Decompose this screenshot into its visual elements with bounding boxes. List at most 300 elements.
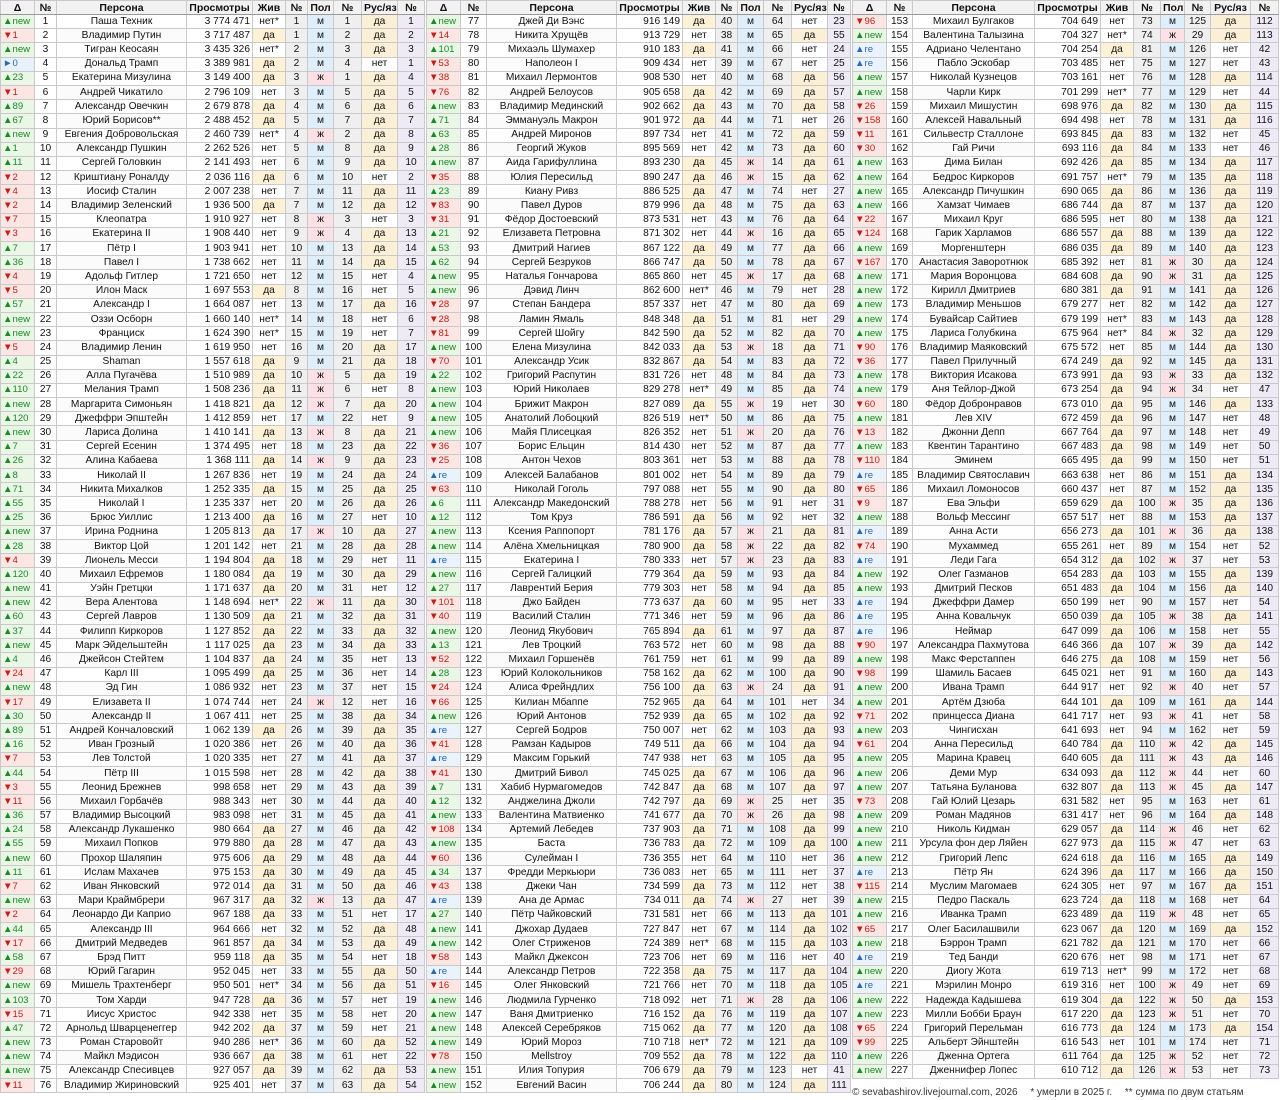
russian-rank: 55 xyxy=(828,29,851,43)
sex-cell: ж xyxy=(1161,525,1185,539)
russian-lang: нет xyxy=(362,951,398,965)
views-count: 644 101 xyxy=(1035,696,1101,710)
table-row xyxy=(427,298,851,312)
russian-lang: да xyxy=(792,752,828,766)
sex-cell: м xyxy=(1161,142,1185,156)
sex-rank: 47 xyxy=(334,837,362,851)
alive-rank: 109 xyxy=(1134,696,1161,710)
alive-rank: 48 xyxy=(716,199,738,213)
rank-cell: 70 xyxy=(35,993,57,1007)
rank-cell: 31 xyxy=(35,440,57,454)
alive-rank: 92 xyxy=(1134,355,1161,369)
russian-lang: нет xyxy=(1211,1036,1251,1050)
sex-rank: 32 xyxy=(334,610,362,624)
sex-rank: 29 xyxy=(334,554,362,568)
sex-rank: 51 xyxy=(1185,1008,1211,1022)
russian-lang: да xyxy=(1211,469,1251,483)
person-name: Антон Чехов xyxy=(487,454,617,468)
sex-rank: 20 xyxy=(334,341,362,355)
russian-lang: да xyxy=(1211,114,1251,128)
table-row xyxy=(1,667,425,681)
header-row xyxy=(1,1,425,15)
alive-status: да xyxy=(683,625,716,639)
person-name: Павел Прилучный xyxy=(913,355,1035,369)
russian-rank: 148 xyxy=(1251,809,1279,823)
person-name: Юрий Гагарин xyxy=(57,965,187,979)
sex-cell: м xyxy=(308,142,334,156)
views-count: 1 074 744 xyxy=(187,696,253,710)
alive-status: нет xyxy=(253,270,286,284)
russian-rank: 145 xyxy=(1251,738,1279,752)
person-name: принцесса Диана xyxy=(913,710,1035,724)
person-name: Алексей Серебряков xyxy=(487,1022,617,1036)
sex-rank: 165 xyxy=(1185,852,1211,866)
russian-rank: 59 xyxy=(1251,724,1279,738)
table-row xyxy=(1,128,425,142)
sex-cell: м xyxy=(738,29,764,43)
sex-rank: 34 xyxy=(334,639,362,653)
sex-cell: м xyxy=(1161,696,1185,710)
column-header-sex-cell: Пол xyxy=(308,1,334,15)
sex-cell: ж xyxy=(738,539,764,553)
views-count: 1 252 335 xyxy=(187,483,253,497)
alive-rank: 58 xyxy=(716,539,738,553)
table-row xyxy=(427,483,851,497)
delta-cell: ▲new xyxy=(427,525,461,539)
delta-cell: ▲new xyxy=(853,1064,887,1078)
alive-status: да xyxy=(253,625,286,639)
sex-cell: м xyxy=(308,29,334,43)
sex-rank: 1 xyxy=(334,71,362,85)
views-count: 1 619 950 xyxy=(187,341,253,355)
table-row xyxy=(1,298,425,312)
sex-rank: 14 xyxy=(764,156,792,170)
table-row xyxy=(853,440,1279,454)
views-count: 1 086 932 xyxy=(187,681,253,695)
alive-status: да xyxy=(1101,752,1134,766)
person-name: Чингисхан xyxy=(913,724,1035,738)
rank-cell: 216 xyxy=(887,908,913,922)
rank-cell: 122 xyxy=(461,653,487,667)
table-row xyxy=(1,15,425,29)
alive-rank: 52 xyxy=(716,440,738,454)
russian-rank: 2 xyxy=(398,171,425,185)
table-row xyxy=(1,43,425,57)
sex-rank: 4 xyxy=(334,227,362,241)
table-row xyxy=(853,483,1279,497)
delta-cell: ▲new xyxy=(427,710,461,724)
alive-status: да xyxy=(253,71,286,85)
sex-rank: 130 xyxy=(1185,100,1211,114)
sex-rank: 55 xyxy=(334,965,362,979)
russian-rank: 131 xyxy=(1251,355,1279,369)
russian-rank: 56 xyxy=(1251,653,1279,667)
delta-cell: ►0 xyxy=(1,57,35,71)
alive-status: нет xyxy=(253,156,286,170)
russian-rank: 15 xyxy=(398,256,425,270)
table-row xyxy=(853,43,1279,57)
views-count: 3 435 326 xyxy=(187,43,253,57)
russian-lang: да xyxy=(362,738,398,752)
footnote-deceased: * умерли в 2025 г. xyxy=(1030,1087,1113,1098)
views-count: 736 083 xyxy=(617,866,683,880)
views-count: 655 261 xyxy=(1035,539,1101,553)
views-count: 706 679 xyxy=(617,1064,683,1078)
table-row xyxy=(853,15,1279,29)
rank-cell: 49 xyxy=(35,696,57,710)
rank-cell: 119 xyxy=(461,610,487,624)
russian-lang: да xyxy=(362,766,398,780)
delta-cell: ▼52 xyxy=(427,653,461,667)
alive-rank: 84 xyxy=(1134,327,1161,341)
delta-cell: ▼43 xyxy=(427,880,461,894)
rank-cell: 142 xyxy=(461,937,487,951)
russian-rank: 85 xyxy=(828,582,851,596)
column-header-person-name: Персона xyxy=(487,1,617,15)
person-name: Наталья Гончарова xyxy=(487,270,617,284)
person-name: Гай Ричи xyxy=(913,142,1035,156)
delta-cell: ▼7 xyxy=(1,752,35,766)
russian-rank: 57 xyxy=(1251,681,1279,695)
delta-cell: ▲new xyxy=(853,993,887,1007)
alive-status: да xyxy=(1101,497,1134,511)
views-count: 646 275 xyxy=(1035,653,1101,667)
sex-rank: 166 xyxy=(1185,866,1211,880)
sex-rank: 119 xyxy=(764,1008,792,1022)
column-header-sex-cell: Пол xyxy=(1161,1,1185,15)
rank-cell: 36 xyxy=(35,511,57,525)
russian-rank: 52 xyxy=(1251,539,1279,553)
views-count: 758 162 xyxy=(617,667,683,681)
alive-rank: 58 xyxy=(716,582,738,596)
table-row xyxy=(1,993,425,1007)
views-count: 909 434 xyxy=(617,57,683,71)
sex-cell: м xyxy=(738,1022,764,1036)
russian-rank: 146 xyxy=(1251,752,1279,766)
sex-rank: 59 xyxy=(334,1022,362,1036)
sex-rank: 38 xyxy=(1185,610,1211,624)
delta-cell: ▲new xyxy=(427,837,461,851)
sex-cell: м xyxy=(308,156,334,170)
sex-rank: 48 xyxy=(1185,908,1211,922)
alive-status: да xyxy=(683,156,716,170)
person-name: Павел I xyxy=(57,256,187,270)
person-name: Владимир Святославич xyxy=(913,469,1035,483)
sex-cell: ж xyxy=(1161,1008,1185,1022)
delta-cell: ▲new xyxy=(1,15,35,29)
table-row xyxy=(1,57,425,71)
russian-lang: да xyxy=(362,894,398,908)
person-name: Анатолий Лобоцкий xyxy=(487,412,617,426)
russian-rank: 16 xyxy=(398,696,425,710)
delta-cell: ▼17 xyxy=(1,937,35,951)
sex-rank: 60 xyxy=(334,1036,362,1050)
sex-cell: м xyxy=(308,171,334,185)
russian-lang: нет xyxy=(362,270,398,284)
russian-rank: 64 xyxy=(828,213,851,227)
rank-cell: 98 xyxy=(461,312,487,326)
alive-status: да xyxy=(683,568,716,582)
views-count: 673 254 xyxy=(1035,383,1101,397)
russian-rank: 88 xyxy=(828,639,851,653)
delta-cell: ▼65 xyxy=(853,483,887,497)
russian-lang: да xyxy=(1211,525,1251,539)
alive-rank: 112 xyxy=(1134,766,1161,780)
delta-cell: ▲new xyxy=(853,440,887,454)
person-name: Эммануэль Макрон xyxy=(487,114,617,128)
sex-rank: 7 xyxy=(334,398,362,412)
table-row xyxy=(427,114,851,128)
russian-rank: 35 xyxy=(398,724,425,738)
russian-rank: 152 xyxy=(1251,923,1279,937)
alive-rank: 68 xyxy=(716,781,738,795)
person-name: Андрей Чикатило xyxy=(57,85,187,99)
delta-cell: ▼36 xyxy=(427,440,461,454)
russian-rank: 6 xyxy=(398,100,425,114)
alive-rank: 32 xyxy=(286,923,308,937)
alive-rank: 68 xyxy=(716,937,738,951)
person-name: Чарли Кирк xyxy=(913,85,1035,99)
alive-rank: 38 xyxy=(716,29,738,43)
sex-rank: 114 xyxy=(764,923,792,937)
sex-cell: м xyxy=(738,114,764,128)
views-count: 3 149 400 xyxy=(187,71,253,85)
table-row xyxy=(427,908,851,922)
views-count: 611 764 xyxy=(1035,1050,1101,1064)
table-row xyxy=(1,369,425,383)
sex-cell: м xyxy=(738,752,764,766)
russian-rank: 21 xyxy=(398,426,425,440)
sex-rank: 18 xyxy=(764,341,792,355)
russian-rank: 2 xyxy=(398,29,425,43)
sex-rank: 28 xyxy=(764,993,792,1007)
rank-cell: 170 xyxy=(887,256,913,270)
alive-status: да xyxy=(683,880,716,894)
sex-rank: 44 xyxy=(1185,766,1211,780)
views-count: 842 033 xyxy=(617,341,683,355)
alive-rank: 43 xyxy=(716,100,738,114)
delta-cell: ▲new xyxy=(853,199,887,213)
table-row xyxy=(427,766,851,780)
rank-cell: 38 xyxy=(35,539,57,553)
sex-rank: 88 xyxy=(764,454,792,468)
sex-cell: м xyxy=(1161,284,1185,298)
alive-status: да xyxy=(1101,156,1134,170)
views-count: 972 014 xyxy=(187,880,253,894)
table-row xyxy=(1,341,425,355)
russian-rank: 134 xyxy=(1251,469,1279,483)
russian-lang: нет xyxy=(1211,554,1251,568)
alive-status: нет xyxy=(1101,213,1134,227)
rank-cell: 204 xyxy=(887,738,913,752)
sex-cell: ж xyxy=(1161,1050,1185,1064)
alive-status: да xyxy=(1101,781,1134,795)
rank-cell: 39 xyxy=(35,554,57,568)
alive-rank: 76 xyxy=(1134,71,1161,85)
sex-rank: 19 xyxy=(334,327,362,341)
sex-cell: м xyxy=(308,766,334,780)
rank-cell: 133 xyxy=(461,809,487,823)
delta-cell: ▼36 xyxy=(853,355,887,369)
person-name: Дмитрий Песков xyxy=(913,582,1035,596)
delta-cell: ▼4 xyxy=(1,554,35,568)
russian-rank: 76 xyxy=(828,426,851,440)
person-name: Валентина Талызина xyxy=(913,29,1035,43)
sex-cell: м xyxy=(738,766,764,780)
russian-rank: 18 xyxy=(398,355,425,369)
russian-lang: да xyxy=(362,341,398,355)
russian-lang: да xyxy=(792,681,828,695)
sex-cell: ж xyxy=(308,696,334,710)
person-name: Неймар xyxy=(913,625,1035,639)
views-count: 862 600 xyxy=(617,284,683,298)
sex-rank: 144 xyxy=(1185,341,1211,355)
person-name: Прохор Шаляпин xyxy=(57,852,187,866)
russian-lang: да xyxy=(362,1036,398,1050)
sex-cell: м xyxy=(1161,156,1185,170)
alive-rank: 72 xyxy=(716,1036,738,1050)
views-count: 1 171 637 xyxy=(187,582,253,596)
sex-cell: м xyxy=(308,199,334,213)
sex-cell: м xyxy=(738,57,764,71)
rank-cell: 176 xyxy=(887,341,913,355)
delta-cell: ▲new xyxy=(853,582,887,596)
sex-cell: м xyxy=(1161,128,1185,142)
russian-lang: да xyxy=(362,227,398,241)
sex-rank: 153 xyxy=(1185,511,1211,525)
russian-lang: да xyxy=(792,270,828,284)
views-count: 779 303 xyxy=(617,582,683,596)
alive-status: нет xyxy=(683,426,716,440)
sex-rank: 41 xyxy=(1185,710,1211,724)
person-name: Артём Дзюба xyxy=(913,696,1035,710)
russian-rank: 99 xyxy=(828,823,851,837)
alive-status: да xyxy=(683,1008,716,1022)
sex-cell: м xyxy=(308,100,334,114)
alive-rank: 23 xyxy=(286,681,308,695)
table-row xyxy=(1,327,425,341)
russian-lang: нет xyxy=(1211,766,1251,780)
rank-cell: 21 xyxy=(35,298,57,312)
rank-cell: 82 xyxy=(461,85,487,99)
delta-cell: ▲new xyxy=(853,752,887,766)
alive-rank: 90 xyxy=(1134,270,1161,284)
sex-cell: м xyxy=(308,539,334,553)
delta-cell: ▼41 xyxy=(427,766,461,780)
delta-cell: ▲57 xyxy=(1,298,35,312)
person-name: Илон Маск xyxy=(57,284,187,298)
views-count: 623 067 xyxy=(1035,923,1101,937)
alive-rank: 51 xyxy=(716,426,738,440)
alive-status: да xyxy=(1101,454,1134,468)
person-name: Олег Янковский xyxy=(487,979,617,993)
alive-status: да xyxy=(1101,923,1134,937)
russian-lang: да xyxy=(362,440,398,454)
table-row xyxy=(427,951,851,965)
alive-status: да xyxy=(683,1079,716,1093)
sex-cell: ж xyxy=(308,894,334,908)
delta-cell: ▼78 xyxy=(427,1050,461,1064)
person-name: Хамзат Чимаев xyxy=(913,199,1035,213)
russian-lang: нет xyxy=(792,951,828,965)
person-name: Адриано Челентано xyxy=(913,43,1035,57)
rank-cell: 214 xyxy=(887,880,913,894)
sex-cell: м xyxy=(738,965,764,979)
rank-cell: 100 xyxy=(461,341,487,355)
rank-cell: 29 xyxy=(35,412,57,426)
person-name: Лариса Голубкина xyxy=(913,327,1035,341)
russian-lang: нет xyxy=(1211,142,1251,156)
delta-cell: ▲44 xyxy=(1,923,35,937)
views-count: 752 939 xyxy=(617,710,683,724)
views-count: 842 590 xyxy=(617,327,683,341)
alive-rank: 30 xyxy=(286,866,308,880)
table-row xyxy=(1,979,425,993)
views-count: 650 039 xyxy=(1035,610,1101,624)
russian-lang: нет xyxy=(1211,951,1251,965)
russian-rank: 81 xyxy=(828,525,851,539)
alive-status: нет xyxy=(683,908,716,922)
sex-rank: 23 xyxy=(764,554,792,568)
rank-cell: 149 xyxy=(461,1036,487,1050)
views-count: 644 917 xyxy=(1035,681,1101,695)
delta-cell: ▲new xyxy=(1,894,35,908)
delta-cell: ▲new xyxy=(853,681,887,695)
sex-cell: м xyxy=(308,795,334,809)
sex-cell: м xyxy=(1161,199,1185,213)
sex-rank: 86 xyxy=(764,412,792,426)
sex-cell: м xyxy=(1161,15,1185,29)
table-row xyxy=(853,979,1279,993)
alive-rank: 84 xyxy=(1134,142,1161,156)
views-count: 749 511 xyxy=(617,738,683,752)
alive-rank: 123 xyxy=(1134,1008,1161,1022)
russian-lang: нет xyxy=(362,213,398,227)
rank-cell: 85 xyxy=(461,128,487,142)
sex-rank: 24 xyxy=(764,681,792,695)
table-row xyxy=(853,398,1279,412)
person-name: Иван Янковский xyxy=(57,880,187,894)
delta-cell: ▼3 xyxy=(1,781,35,795)
alive-status: нет xyxy=(683,142,716,156)
sex-rank: 97 xyxy=(764,625,792,639)
alive-rank: 56 xyxy=(716,497,738,511)
person-name: Майкл Джексон xyxy=(487,951,617,965)
sex-rank: 11 xyxy=(334,185,362,199)
russian-lang: нет xyxy=(792,1064,828,1078)
sex-rank: 6 xyxy=(334,383,362,397)
views-count: 685 392 xyxy=(1035,256,1101,270)
sex-rank: 132 xyxy=(1185,128,1211,142)
views-count: 1 020 335 xyxy=(187,752,253,766)
table-row xyxy=(1,256,425,270)
views-count: 616 773 xyxy=(1035,1022,1101,1036)
rank-cell: 7 xyxy=(35,100,57,114)
delta-cell: ▼65 xyxy=(853,1022,887,1036)
russian-lang: да xyxy=(792,199,828,213)
views-count: 1 117 025 xyxy=(187,639,253,653)
sex-rank: 162 xyxy=(1185,724,1211,738)
sex-cell: м xyxy=(738,696,764,710)
delta-cell: ▲58 xyxy=(1,951,35,965)
russian-rank: 71 xyxy=(1251,1036,1279,1050)
rank-cell: 16 xyxy=(35,227,57,241)
russian-lang: да xyxy=(792,923,828,937)
alive-rank: 11 xyxy=(286,383,308,397)
person-name: Юрий Борисов** xyxy=(57,114,187,128)
russian-lang: да xyxy=(362,100,398,114)
delta-cell: ▼41 xyxy=(427,738,461,752)
